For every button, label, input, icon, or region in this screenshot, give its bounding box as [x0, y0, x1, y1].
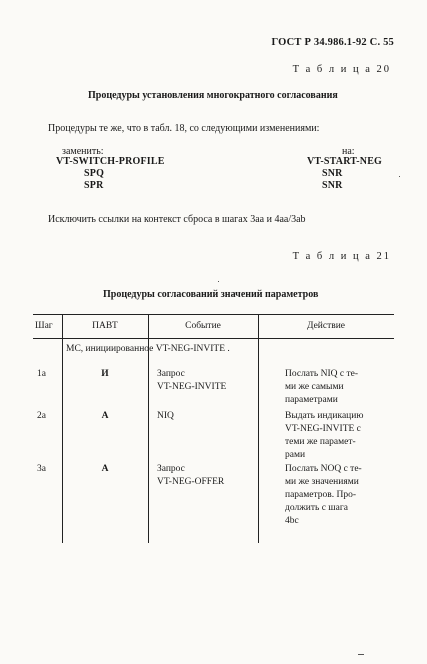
action-line: VT-NEG-INVITE с: [285, 424, 361, 434]
event-line: VT-NEG-INVITE: [157, 382, 227, 392]
table-top-rule: [33, 314, 394, 315]
action-line: параметров. Про-: [285, 490, 357, 500]
col-header-action: Действие: [306, 321, 346, 331]
column-divider-1: [62, 314, 63, 543]
action-cell: [285, 463, 362, 528]
action-line: ми же значениями: [285, 477, 359, 487]
replace-to-2: SNR: [322, 168, 343, 179]
table-21-title: Процедуры согласований значений параметров: [103, 289, 319, 300]
event-line: NIQ: [157, 411, 174, 421]
table-20-note: Исключить ссылки на контекст сброса в шагах 3аа и 4аа/3аb: [48, 214, 306, 225]
event-cell: [157, 410, 174, 423]
step-cell: 1a: [37, 369, 46, 379]
scan-speck: [399, 176, 400, 177]
action-line: параметрами: [285, 395, 338, 405]
event-line: Запрос: [157, 464, 185, 474]
table-header-rule: [33, 338, 394, 339]
action-line: рами: [285, 450, 306, 460]
col-header-step: Шаг: [35, 321, 53, 331]
action-cell: [285, 410, 363, 462]
pavt-cell: А: [101, 464, 109, 474]
action-line: Послать NOQ с те-: [285, 464, 362, 474]
step-cell: 3a: [37, 464, 46, 474]
event-cell: [157, 368, 226, 394]
pavt-cell: А: [101, 411, 109, 421]
action-line: должить с шага: [285, 503, 348, 513]
replace-to-3: SNR: [322, 180, 343, 191]
col-header-pavt: ПАВТ: [92, 321, 118, 331]
with-label: на:: [342, 146, 355, 157]
action-line: теми же парамет-: [285, 437, 356, 447]
pavt-cell: И: [101, 369, 109, 379]
table-20-intro: Процедуры те же, что в табл. 18, со следующими изменениями:: [48, 123, 320, 134]
event-cell: [157, 463, 224, 489]
action-line: ми же самыми: [285, 382, 344, 392]
section-label: МС, инициированное VT-NEG-INVITE .: [66, 344, 230, 354]
replace-from-3: SPR: [84, 180, 104, 191]
step-cell: 2a: [37, 411, 46, 421]
column-divider-3: [258, 314, 259, 543]
replace-to-1: VT-START-NEG: [307, 156, 383, 167]
event-line: VT-NEG-OFFER: [157, 477, 225, 487]
replace-label: заменить:: [62, 146, 104, 157]
scan-speck: [218, 281, 219, 282]
event-line: Запрос: [157, 369, 185, 379]
action-line: Послать NIQ с те-: [285, 369, 359, 379]
scan-speck: [358, 654, 364, 655]
page-header: ГОСТ Р 34.986.1-92 С. 55: [271, 37, 394, 48]
action-line: 4bc: [285, 516, 299, 526]
replace-from-1: VT-SWITCH-PROFILE: [56, 156, 165, 167]
table-20-title: Процедуры установления многократного согласования: [88, 90, 338, 101]
col-header-event: Событие: [185, 321, 221, 331]
table-20-number: Т а б л и ц а 20: [292, 64, 391, 75]
action-cell: [285, 368, 358, 407]
table-21-number: Т а б л и ц а 21: [292, 251, 391, 262]
action-line: Выдать индикацию: [285, 411, 364, 421]
replace-from-2: SPQ: [84, 168, 105, 179]
